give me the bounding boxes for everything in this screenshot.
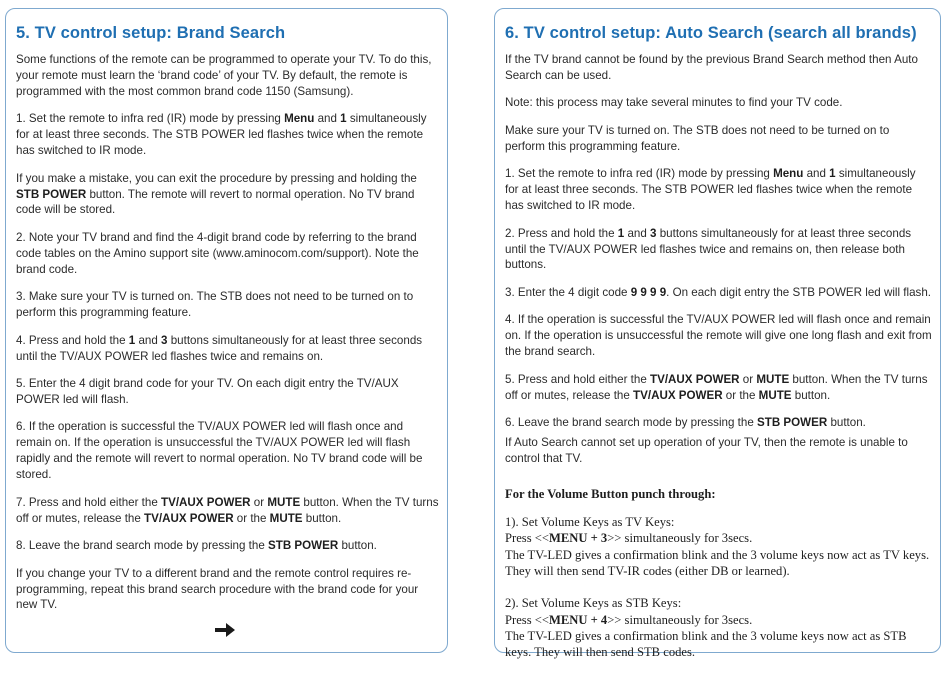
auto-search-step-4: 4. If the operation is successful the TV/AUX POWER led will flash once and remain on. If the operation is unsuccessful the remote will give one long flash and exit from the brand search.	[505, 313, 932, 359]
auto-search-turned-on: Make sure your TV is turned on. The STB does not need to be turned on to perform this programming feature.	[505, 123, 890, 153]
auto-search-body	[505, 52, 932, 677]
brand-search-title: 5. TV control setup: Brand Search	[16, 24, 286, 42]
brand-search-outro: If you change your TV to a different brand and the remote control requires re-programming, repeat this brand search procedure with the brand code for your new TV.	[16, 566, 419, 612]
brand-search-step-5: 5. Enter the 4 digit brand code for your TV. On each digit entry the TV/AUX POWER led will flash.	[16, 377, 399, 406]
auto-search-step-5: 5. Press and hold either the TV/AUX POWER or MUTE button. When the TV turns off or mutes, release the TV/AUX POWER or the MUTE button.	[505, 372, 928, 402]
auto-search-step-3: 3. Enter the 4 digit code 9 9 9 9. On each digit entry the STB POWER led will flash.	[505, 285, 931, 299]
volume-tv-keys-title: 1). Set Volume Keys as TV Keys:	[505, 515, 675, 530]
auto-search-step-2: 2. Press and hold the 1 and 3 buttons simultaneously for at least three seconds until the TV/AUX POWER led flashes twice and remains on, then release both buttons.	[505, 226, 912, 272]
brand-search-step-6: 6. If the operation is successful the TV/AUX POWER led will flash once and remain on. If the operation is unsuccessful the TV/AUX POWER led will flash rapidly and the remote will revert to normal operation. No TV brand code will be stored.	[16, 420, 423, 482]
brand-search-step-2: 2. Note your TV brand and find the 4-digit brand code by referring to the brand code tables on the Amino support site (www.aminocom.com/support). Note the brand code.	[16, 230, 419, 276]
brand-search-step-1: 1. Set the remote to infra red (IR) mode by pressing Menu and 1 simultaneously for at least three seconds. The STB POWER led flashes twice when the remote has switched to IR mode.	[16, 112, 427, 158]
brand-search-step-7: 7. Press and hold either the TV/AUX POWER or MUTE button. When the TV turns off or mutes, release the TV/AUX POWER or the MUTE button.	[16, 495, 439, 525]
volume-stb-keys: 2). Set Volume Keys as STB Keys: Press <<MENU + 4>> simultaneously for 3secs. The TV-LED gives a confirmation blink and the 3 volume keys now act as STB keys. They will then send STB codes.	[505, 596, 907, 660]
brand-search-panel	[5, 8, 448, 653]
auto-search-note: Note: this process may take several minutes to find your TV code.	[505, 96, 843, 110]
brand-search-step-4: 4. Press and hold the 1 and 3 buttons simultaneously for at least three seconds until the TV/AUX POWER led flashes twice and remains on.	[16, 333, 423, 363]
volume-section	[505, 486, 932, 661]
brand-search-body	[16, 52, 439, 625]
volume-stb-keys-title: 2). Set Volume Keys as STB Keys:	[505, 596, 682, 611]
brand-search-intro: Some functions of the remote can be programmed to operate your TV. To do this, your remote must learn the ‘brand code’ of your TV. By default, the remote is programmed with the most common brand code 1150 (Samsung).	[16, 53, 432, 98]
volume-heading: For the Volume Button punch through:	[505, 486, 716, 501]
auto-search-intro: If the TV brand cannot be found by the previous Brand Search method then Auto Search can be used.	[505, 53, 918, 82]
auto-search-fallback: If Auto Search cannot set up operation of your TV, then the remote is unable to control that TV.	[505, 436, 908, 465]
auto-search-panel	[494, 8, 941, 660]
next-page-arrow-icon	[214, 621, 236, 639]
brand-search-step-8: 8. Leave the brand search mode by pressing the STB POWER button.	[16, 539, 377, 553]
auto-search-title: 6. TV control setup: Auto Search (search all brands)	[505, 24, 917, 42]
volume-tv-keys-desc: The TV-LED gives a confirmation blink and the 3 volume keys now act as TV keys. They will then send TV-IR codes (either DB or learned).	[505, 547, 930, 579]
brand-search-mistake-note: If you make a mistake, you can exit the procedure by pressing and holding the STB POWER button. The remote will revert to normal operation. No TV brand code will be stored.	[16, 171, 417, 217]
volume-stb-keys-desc: The TV-LED gives a confirmation blink and the 3 volume keys now act as STB keys. They will then send STB codes.	[505, 628, 907, 660]
auto-search-step-6: 6. Leave the brand search mode by pressing the STB POWER button.	[505, 416, 866, 430]
auto-search-step-1: 1. Set the remote to infra red (IR) mode by pressing Menu and 1 simultaneously for at least three seconds. The STB POWER led flashes twice when the remote has switched to IR mode.	[505, 167, 916, 213]
volume-tv-keys: 1). Set Volume Keys as TV Keys: Press <<MENU + 3>> simultaneously for 3secs. The TV-LED gives a confirmation blink and the 3 volume keys now act as TV keys. They will then send TV-IR codes (either DB or learned).	[505, 515, 930, 579]
brand-search-step-3: 3. Make sure your TV is turned on. The STB does not need to be turned on to perform this programming feature.	[16, 290, 414, 320]
